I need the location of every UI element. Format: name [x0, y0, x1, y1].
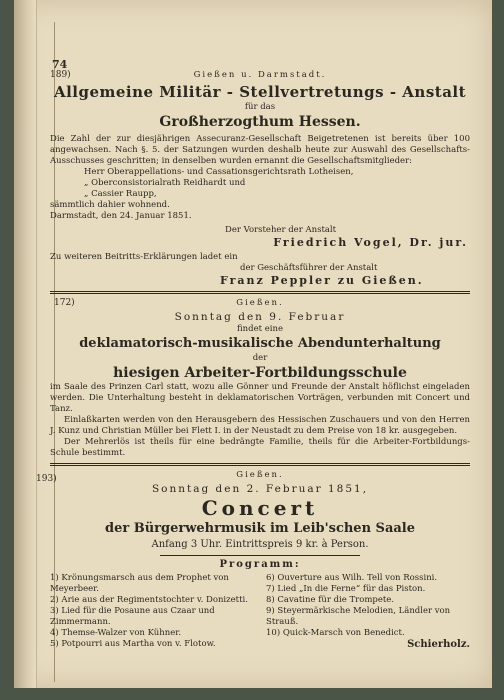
- program-item: 3) Lied für die Posaune aus Czaar und Zimmermann.: [50, 606, 215, 627]
- invite-line: Zu weiteren Beitritts-Erklärungen ladet ein: [50, 252, 238, 262]
- ad-number: 172): [54, 298, 75, 308]
- ad-body: Die Zahl der zur diesjährigen Assecuranz-Gesellschaft Beigetretenen ist bereits über 100 angewachsen. Nach §. 5. der Satzungen wurden deshalb heute zur Auswahl des Gesellschafts-Ausschusses geschritten; in denselben wurden ernannt die Gesellschaftsmitglieder:: [50, 134, 470, 166]
- ad-title: Concert: [201, 496, 319, 520]
- ad-title: deklamatorisch-musikalische Abendunterhaltung: [79, 336, 441, 351]
- section-divider: [50, 291, 470, 294]
- program-item: 7) Lied „In die Ferne“ für das Piston.: [266, 584, 426, 594]
- program-item: 8) Cavatine für die Trompete.: [266, 595, 395, 605]
- advertisement-193: [36, 470, 470, 650]
- ad-place: Gießen u. Darmstadt.: [193, 70, 327, 80]
- program-label: Programm:: [219, 559, 301, 570]
- advertisement-189: [50, 70, 470, 287]
- ad-day: Sonntag den 9. Februar: [174, 311, 346, 323]
- ad-date: Darmstadt, den 24. Januar 1851.: [50, 211, 192, 221]
- page-content: [36, 56, 470, 650]
- manager-name: Franz Peppler zu Gießen.: [220, 274, 424, 287]
- program-item: 5) Potpourri aus Martha von v. Flotow.: [50, 639, 216, 649]
- ad-title: Allgemeine Militär - Stellvertretungs - Anstalt: [53, 83, 467, 101]
- manager-label: der Geschäftsführer der Anstalt: [240, 263, 378, 273]
- ad-number: 193): [36, 474, 57, 484]
- member-line: „ Cassier Raupp,: [84, 189, 157, 199]
- ad-der: der: [252, 353, 268, 363]
- ad-fuer-das: für das: [244, 102, 276, 112]
- program-left-column: [50, 573, 266, 650]
- ad-place: Gießen.: [236, 298, 284, 308]
- ad-start: Anfang 3 Uhr. Eintrittspreis 9 kr. à Person.: [151, 539, 369, 550]
- program-item: 10) Quick-Marsch von Benedict.: [266, 628, 405, 638]
- members-note: sämmtlich dahier wohnend.: [50, 200, 170, 210]
- ad-body: im Saale des Prinzen Carl statt, wozu alle Gönner und Freunde der Anstalt höflichst eingeladen werden. Die Unterhaltung besteht in deklamatorischen Vorträgen, verbunden mit Concert und Tanz.: [50, 382, 470, 414]
- ad-subtitle: der Bürgerwehrmusik im Leib'schen Saale: [104, 521, 415, 536]
- program-item: 9) Steyermärkische Melodien, Ländler von Strauß.: [266, 606, 451, 627]
- program-item: 4) Themse-Walzer von Kühner.: [50, 628, 182, 638]
- section-divider: [50, 463, 470, 466]
- program-right-column: [266, 573, 470, 650]
- member-line: Herr Oberappellations- und Cassationsgerichtsrath Lotheisen,: [84, 167, 354, 177]
- advertisement-172: [50, 298, 470, 459]
- ad-body: Einlaßkarten werden von den Herausgebern des Hessischen Zuschauers und von den Herren J. Kunz und Christian Müller bei Flett I. in der Neustadt zu dem Preise von 18 kr. ausgegeben.: [50, 415, 470, 436]
- program-divider: [160, 555, 360, 556]
- ad-subtitle: hiesigen Arbeiter-Fortbildungsschule: [113, 365, 407, 381]
- director-name: Friedrich Vogel, Dr. jur.: [273, 236, 468, 249]
- ad-day: Sonntag den 2. Februar 1851,: [151, 483, 369, 495]
- program-item: 6) Ouverture aus Wilh. Tell von Rossini.: [266, 573, 438, 583]
- director-label: Der Vorsteher der Anstalt: [225, 225, 337, 235]
- ad-body: Der Mehrerlös ist theils für eine bedrängte Familie, theils für die Arbeiter-Fortbildungs-Schule bestimmt.: [50, 437, 470, 458]
- ad-findet: findet eine: [237, 324, 283, 334]
- page-binding: [14, 0, 37, 688]
- program-item: 2) Arie aus der Regimentstochter v. Donizetti.: [50, 595, 248, 605]
- member-line: „ Oberconsistorialrath Reidhardt und: [84, 178, 246, 188]
- ad-number: 189): [50, 70, 71, 80]
- page-number: 74: [52, 58, 68, 71]
- ad-subtitle: Großherzogthum Hessen.: [159, 114, 361, 130]
- program-item: 1) Krönungsmarsch aus dem Prophet von Meyerbeer.: [50, 573, 229, 594]
- ad-place: Gießen.: [236, 470, 284, 480]
- signature: Schierholz.: [407, 639, 470, 650]
